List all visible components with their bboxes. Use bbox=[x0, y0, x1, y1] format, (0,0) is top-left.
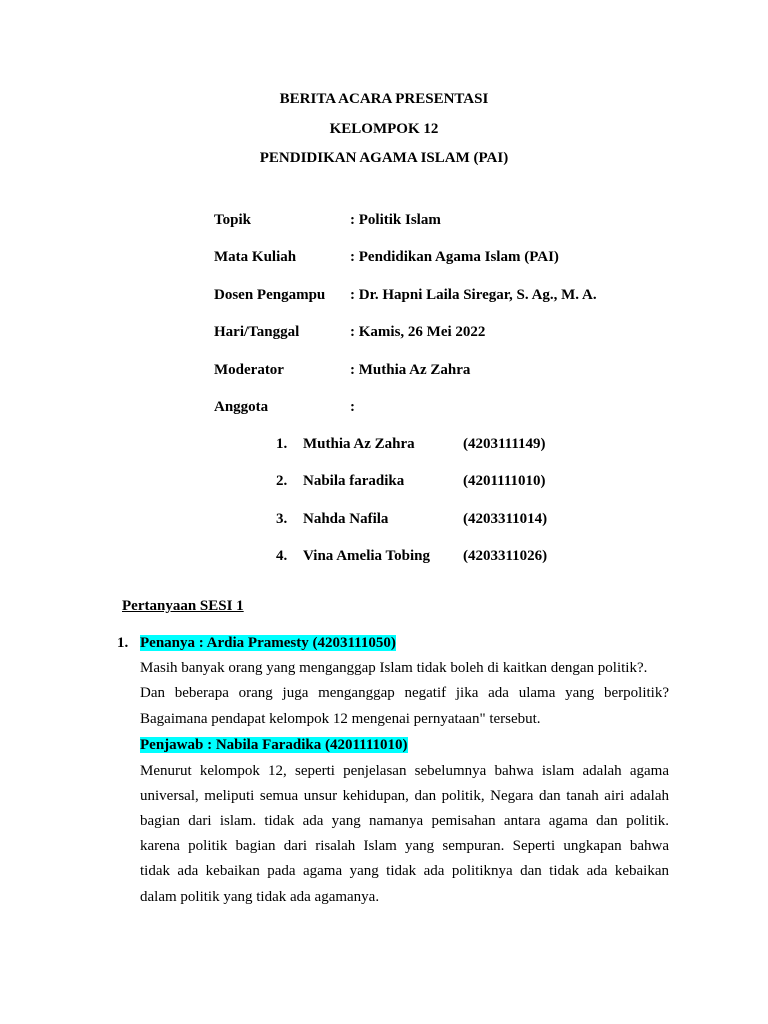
asker-highlight: Penanya : Ardia Pramesty (4203111050) bbox=[140, 635, 396, 651]
member-number: 1. bbox=[276, 436, 288, 452]
member-nim: (4203311026) bbox=[463, 548, 548, 564]
question-number: 1. bbox=[117, 635, 129, 651]
question-text-line: Masih banyak orang yang menganggap Islam tidak boleh di kaitkan dengan politik?. bbox=[140, 660, 648, 676]
answerer-line bbox=[140, 737, 408, 754]
member-name: Vina Amelia Tobing bbox=[303, 548, 430, 564]
group-title: KELOMPOK 12 bbox=[329, 121, 439, 137]
member-name: Muthia Az Zahra bbox=[303, 436, 415, 452]
course-title: PENDIDIKAN AGAMA ISLAM (PAI) bbox=[259, 150, 509, 166]
member-name: Nahda Nafila bbox=[303, 511, 389, 527]
answer-text-line: universal, meliputi semua unsur kehidupan, dan politik, Negara dan tanah airi adalah bbox=[140, 788, 669, 804]
answer-text-line: tidak ada kebaikan pada agama yang tidak ada politiknya dan tidak ada kebaikan bbox=[140, 863, 669, 879]
info-value-moderator: : Muthia Az Zahra bbox=[350, 362, 471, 378]
member-nim: (4203111149) bbox=[463, 436, 546, 452]
member-number: 2. bbox=[276, 473, 288, 489]
member-number: 4. bbox=[276, 548, 288, 564]
answerer-highlight: Penjawab : Nabila Faradika (4201111010) bbox=[140, 737, 408, 753]
session-heading: Pertanyaan SESI 1 bbox=[122, 598, 244, 614]
answer-text-line: bagian dari islam. tidak ada yang namanya pemisahan antara agama dan politik. bbox=[140, 813, 669, 829]
info-value-anggota: : bbox=[350, 399, 355, 415]
answer-text-line: dalam politik yang tidak ada agamanya. bbox=[140, 889, 380, 905]
info-value-topik: : Politik Islam bbox=[350, 212, 441, 228]
info-value-tanggal: : Kamis, 26 Mei 2022 bbox=[350, 324, 486, 340]
answer-text-line: karena politik bagian dari risalah Islam yang sempuran. Seperti ungkapan bahwa bbox=[140, 838, 669, 854]
member-number: 3. bbox=[276, 511, 288, 527]
info-label-mata-kuliah: Mata Kuliah bbox=[214, 249, 297, 265]
question-text-line: Dan beberapa orang juga menganggap negatif jika ada ulama yang berpolitik? bbox=[140, 685, 669, 701]
info-label-tanggal: Hari/Tanggal bbox=[214, 324, 300, 340]
info-label-anggota: Anggota bbox=[214, 399, 269, 415]
asker-line bbox=[140, 635, 396, 652]
member-name: Nabila faradika bbox=[303, 473, 405, 489]
info-label-topik: Topik bbox=[214, 212, 251, 228]
member-nim: (4203311014) bbox=[463, 511, 548, 527]
doc-title: BERITA ACARA PRESENTASI bbox=[279, 91, 489, 107]
question-text-line: Bagaimana pendapat kelompok 12 mengenai pernyataan" tersebut. bbox=[140, 711, 541, 727]
answer-text-line: Menurut kelompok 12, seperti penjelasan sebelumnya bahwa islam adalah agama bbox=[140, 763, 669, 779]
info-label-moderator: Moderator bbox=[214, 362, 284, 378]
info-label-dosen: Dosen Pengampu bbox=[214, 287, 326, 303]
member-nim: (4201111010) bbox=[463, 473, 546, 489]
info-value-mata-kuliah: : Pendidikan Agama Islam (PAI) bbox=[350, 249, 559, 265]
info-value-dosen: : Dr. Hapni Laila Siregar, S. Ag., M. A. bbox=[350, 287, 597, 303]
